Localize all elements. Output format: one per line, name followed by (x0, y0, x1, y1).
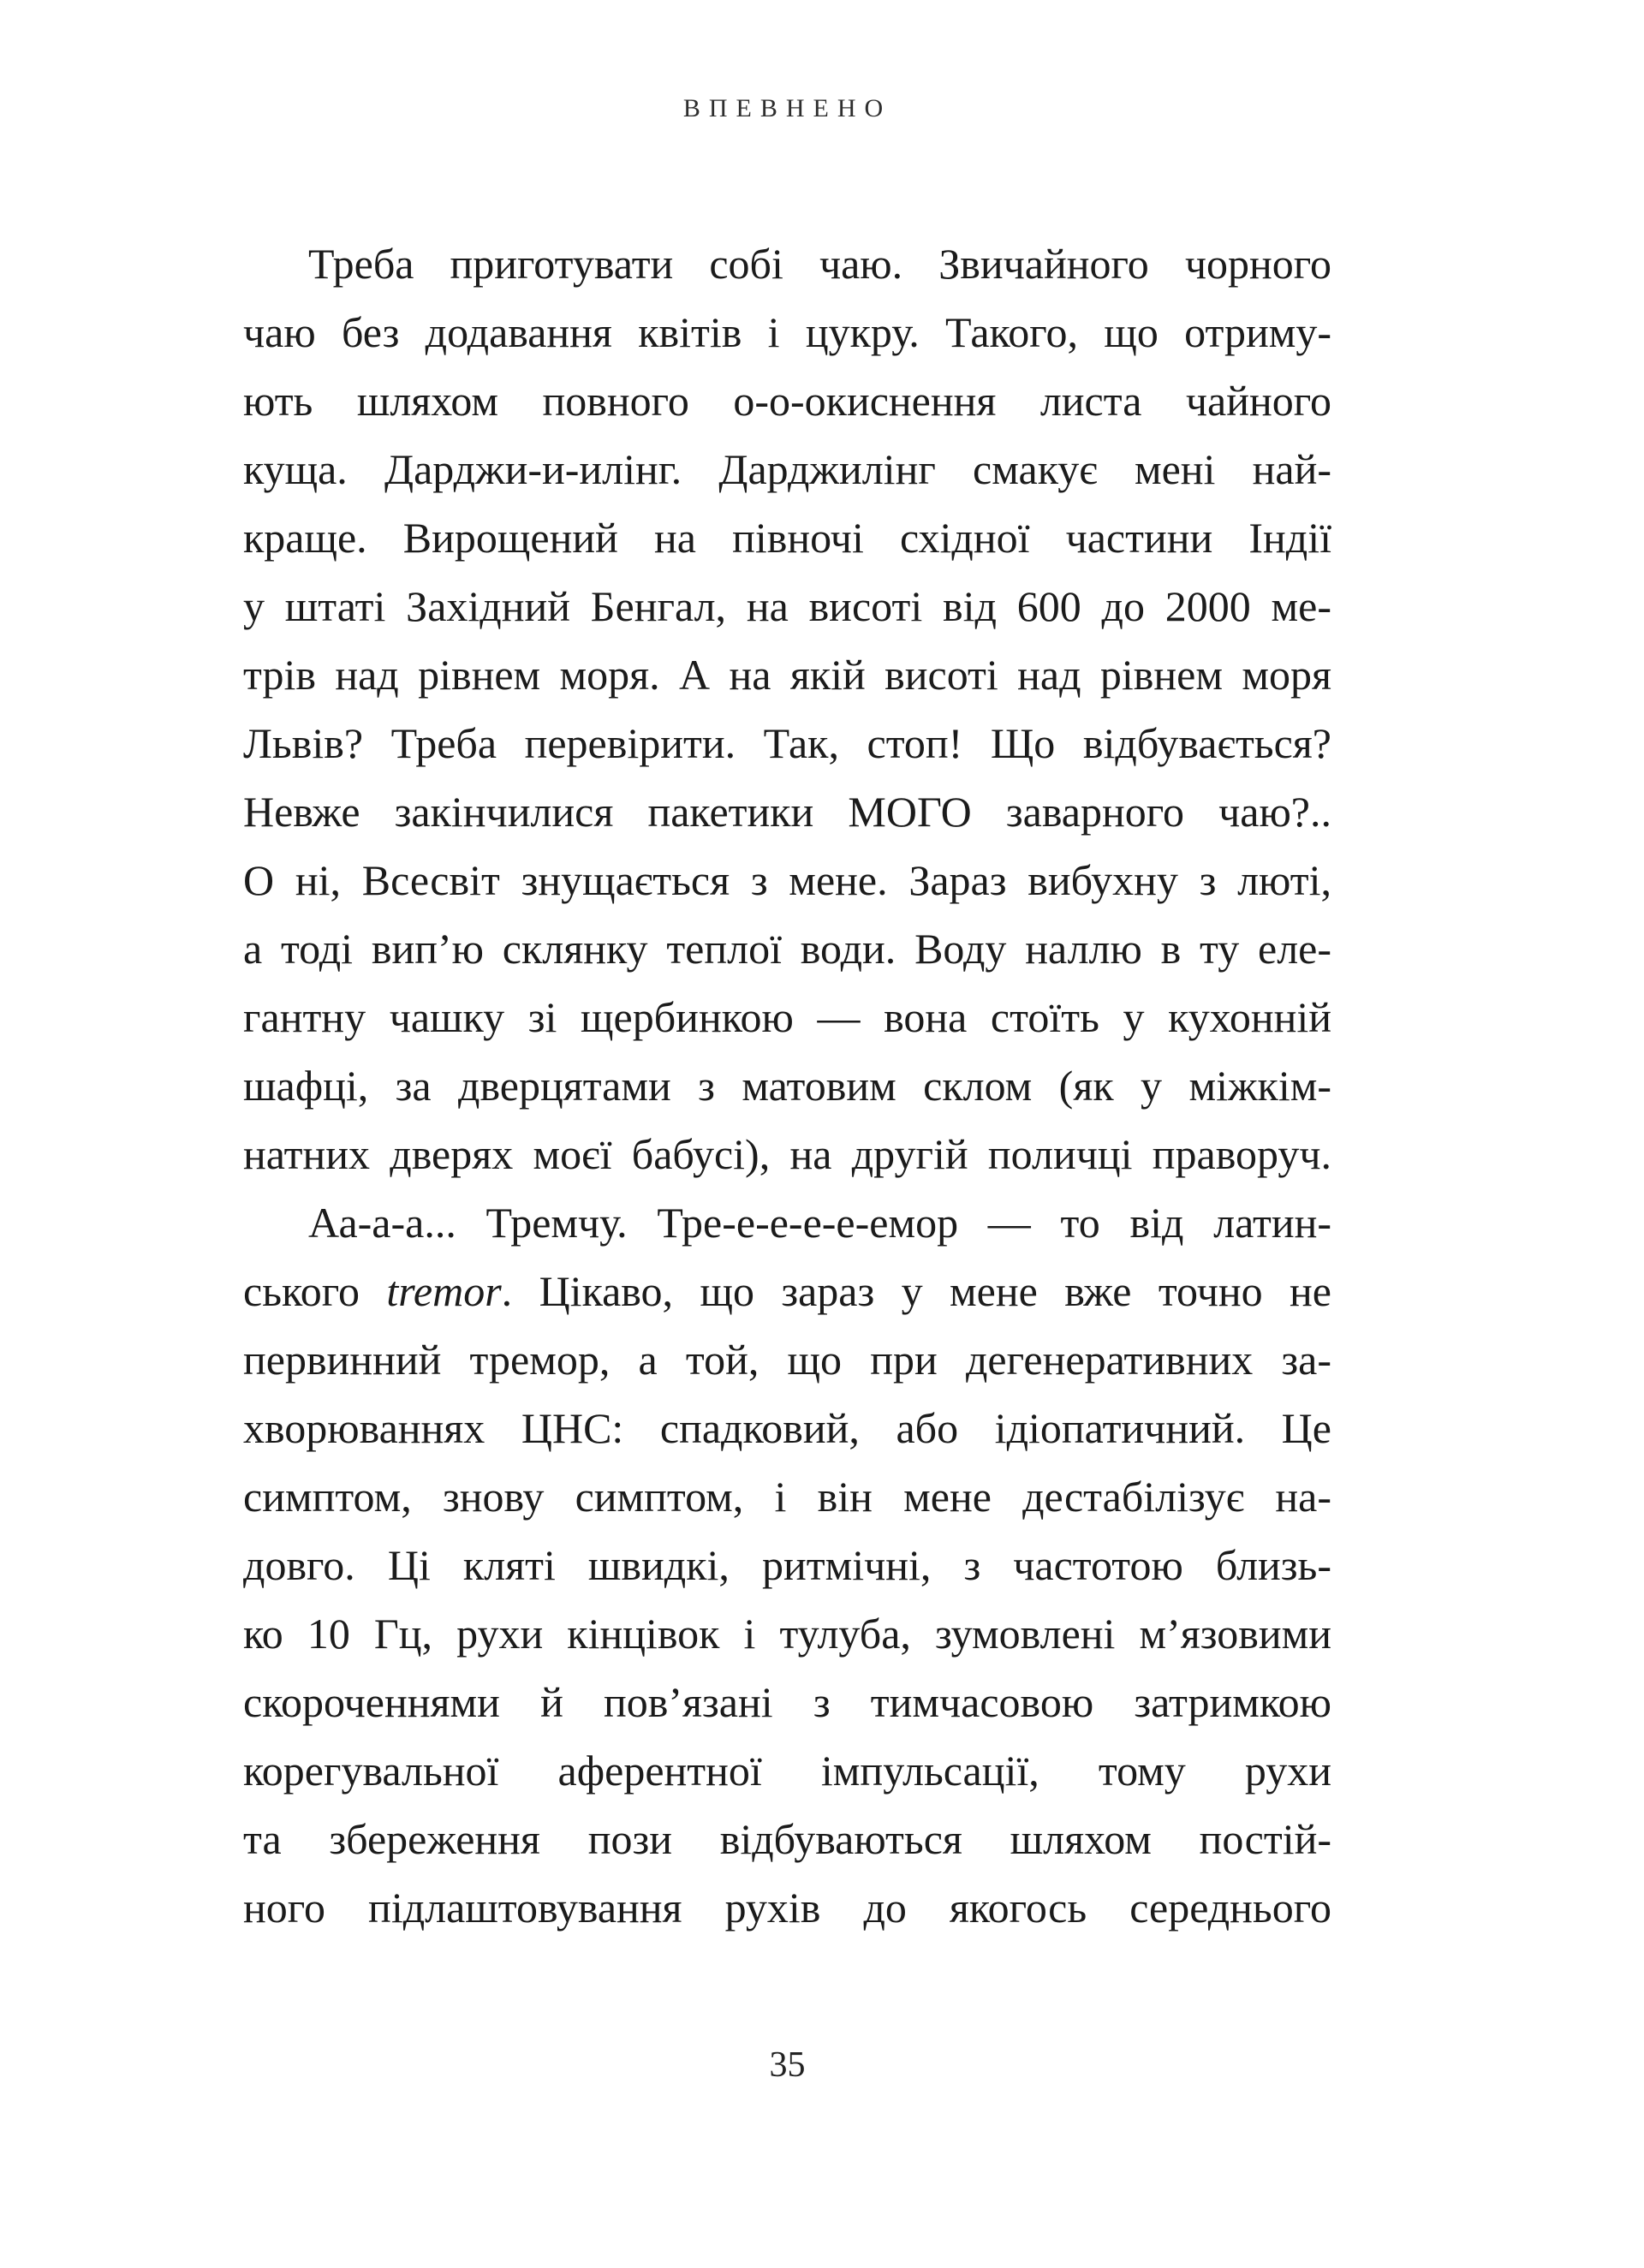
text-segment: Аа-а-а... Тремчу. Тре-е-е-е-е-емор — то від латин- (308, 1199, 1331, 1247)
running-head: ВПЕВНЕНО (682, 94, 892, 122)
text-segment: трів над рівнем моря. А на якій висоті над рівнем моря (243, 651, 1331, 699)
text-segment: скороченнями й пов’язані з тимчасовою затримкою (243, 1678, 1331, 1726)
text-line (243, 366, 1331, 435)
text-line (243, 229, 1331, 298)
text-segment: чаю без додавання квітів і цукру. Такого, що отриму- (243, 308, 1331, 356)
text-segment: ного підлаштовування рухів до якогось середнього (243, 1884, 1331, 1932)
text-segment: ського (243, 1267, 387, 1315)
text-segment: шафці, за дверцятами з матовим склом (як у міжкім- (243, 1062, 1331, 1110)
text-line (243, 709, 1331, 777)
text-segment-italic: tremor (386, 1267, 502, 1315)
text-segment: хворюваннях ЦНС: спадковий, або ідіопатичний. Це (243, 1404, 1331, 1452)
text-line (243, 1257, 1331, 1325)
text-segment: корегувальної аферентної імпульсації, тому рухи (243, 1747, 1331, 1795)
text-line (243, 1668, 1331, 1736)
text-line (243, 1531, 1331, 1599)
text-segment: . Цікаво, що зараз у мене вже точно не (501, 1267, 1331, 1315)
text-segment: О ні, Всесвіт знущається з мене. Зараз вибухну з люті, (243, 856, 1331, 904)
text-segment: Невже закінчилися пакетики МОГО заварного чаю?.. (243, 788, 1331, 836)
text-line (243, 1051, 1331, 1120)
text-line (243, 1599, 1331, 1668)
text-line (243, 640, 1331, 709)
text-line (243, 1120, 1331, 1188)
text-segment: у штаті Західний Бенгал, на висоті від 600 до 2000 ме- (243, 582, 1331, 630)
text-segment: Треба приготувати собі чаю. Звичайного чорного (308, 240, 1331, 288)
text-line (243, 298, 1331, 366)
text-segment: симптом, знову симптом, і він мене дестабілізує на- (243, 1473, 1331, 1521)
text-segment: а тоді вип’ю склянку теплої води. Воду наллю в ту еле- (243, 925, 1331, 973)
text-line (243, 777, 1331, 846)
text-line (243, 1325, 1331, 1394)
page-number: 35 (769, 2045, 806, 2085)
text-segment: довго. Ці кляті швидкі, ритмічні, з частотою близь- (243, 1541, 1331, 1589)
text-line (243, 503, 1331, 572)
text-line (243, 1394, 1331, 1462)
text-segment: ко 10 Гц, рухи кінцівок і тулуба, зумовлені м’язовими (243, 1610, 1331, 1658)
text-line (243, 1873, 1331, 1942)
text-line (243, 1188, 1331, 1257)
text-segment: гантну чашку зі щербинкою — вона стоїть у кухонній (243, 993, 1331, 1041)
text-segment: первинний тремор, а той, що при дегенеративних за- (243, 1336, 1331, 1384)
text-line (243, 983, 1331, 1051)
text-line (243, 846, 1331, 914)
text-line (243, 435, 1331, 503)
text-segment: та збереження пози відбуваються шляхом постій- (243, 1815, 1331, 1863)
text-segment: ють шляхом повного о-о-окиснення листа чайного (243, 377, 1331, 425)
text-segment: Львів? Треба перевірити. Так, стоп! Що відбувається? (243, 719, 1331, 767)
text-block (243, 229, 1331, 1942)
text-segment: натних дверях моєї бабусі), на другій поличці праворуч. (243, 1130, 1331, 1178)
text-line (243, 914, 1331, 983)
text-line (243, 1462, 1331, 1531)
text-line (243, 1805, 1331, 1873)
text-line (243, 572, 1331, 640)
text-segment: куща. Дарджи-и-илінг. Дарджилінг смакує мені най- (243, 445, 1331, 493)
text-segment: краще. Вирощений на півночі східної частини Індії (243, 514, 1331, 562)
text-line (243, 1736, 1331, 1805)
